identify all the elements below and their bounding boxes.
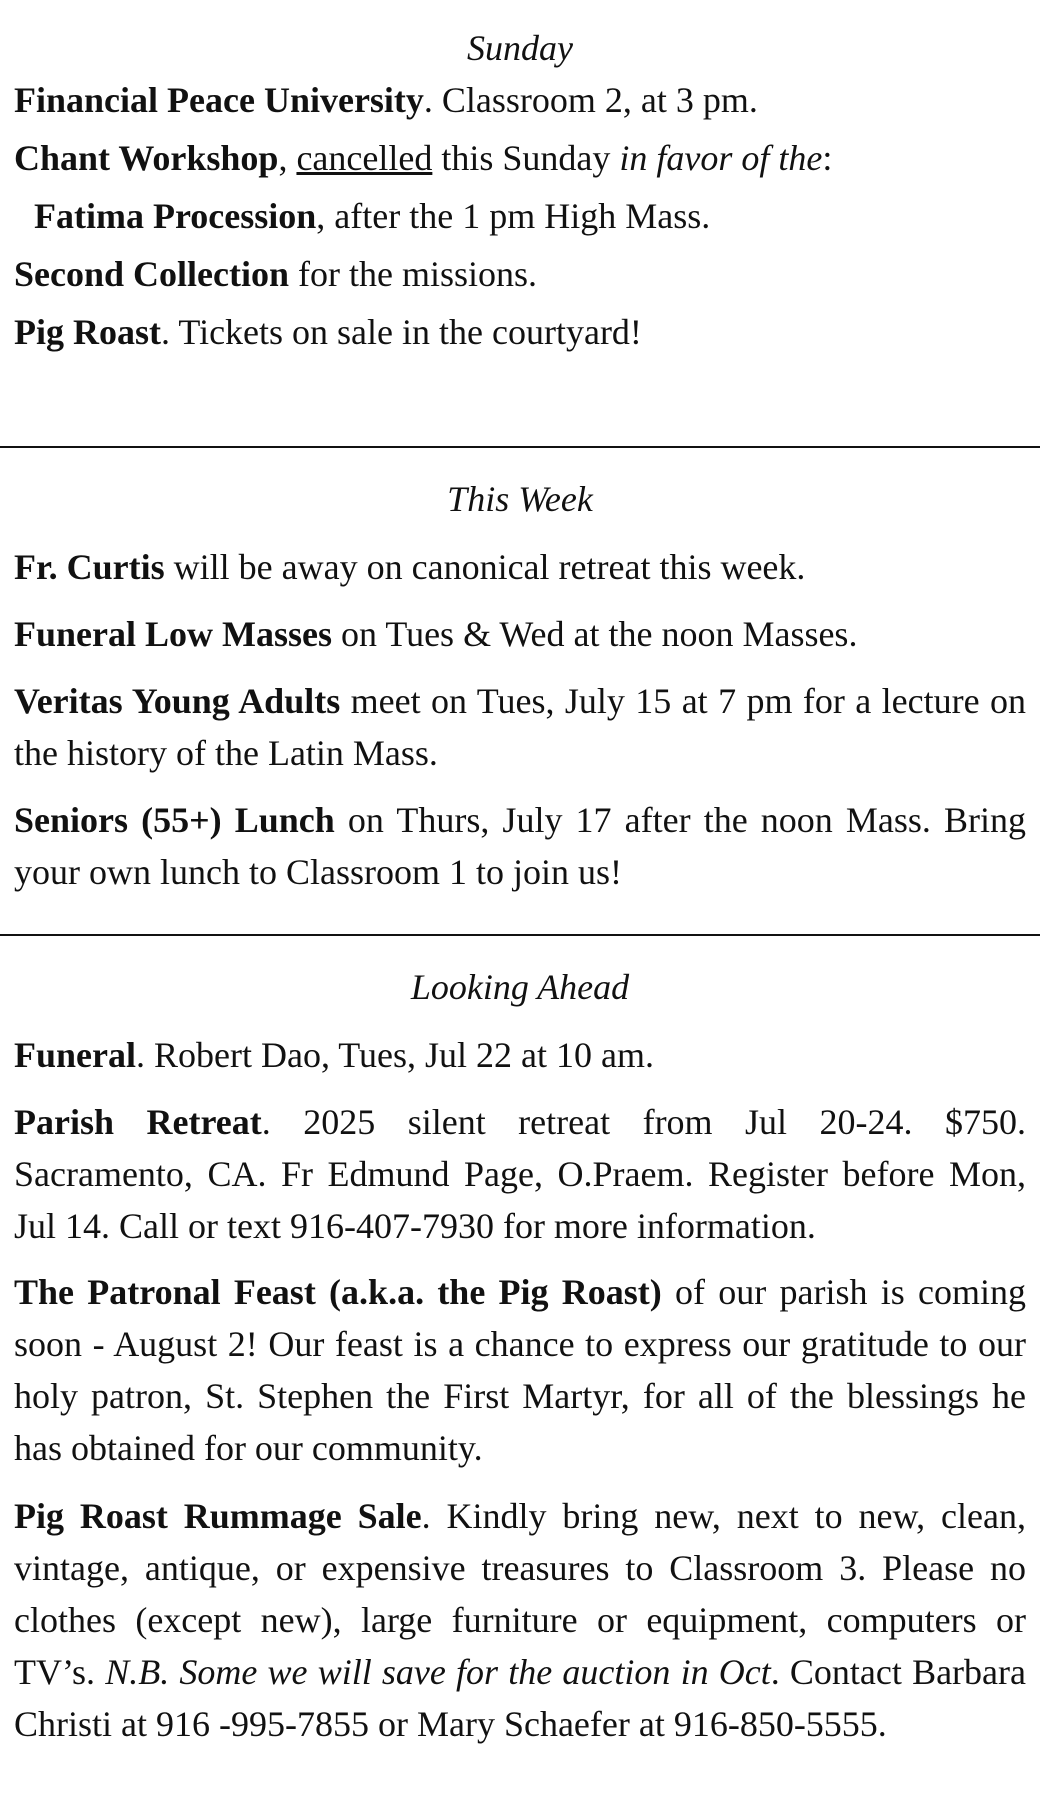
section-heading-looking-ahead: Looking Ahead (410, 967, 630, 1007)
announcement-title: The Patronal Feast (a.k.a. the Pig Roast) (14, 1272, 662, 1312)
announcement-text: of our parish is coming soon - August 2! Our feast is a chance to express our gratitude to our holy patron, St. Stephen the First Martyr, for all of the blessings he has obtained for our community. (14, 1272, 1026, 1468)
announcement-text: . Classroom 2, at 3 pm. (423, 80, 758, 120)
announcement-veritas-young-adults (14, 675, 1026, 779)
announcement-title: Veritas Young Adults (14, 681, 341, 721)
cancelled-label: cancelled (296, 138, 433, 178)
announcement-text: on Thurs, July 17 after the noon Mass. Bring your own lunch to Classroom 1 to join us! (14, 800, 1027, 892)
announcement-title: Second Collection (14, 254, 289, 294)
announcement-text: on Tues & Wed at the noon Masses. (332, 614, 858, 654)
announcement-text: . Kindly bring new, next to new, clean, vintage, antique, or expensive treasures to Classroom 3. Please no clothes (except new), large furniture or equipment, computers or TV’s. (14, 1496, 1026, 1692)
announcement-text: . Tickets on sale in the courtyard! (161, 312, 642, 352)
announcement-parish-retreat (14, 1096, 1026, 1252)
announcement-fatima-procession (34, 190, 1040, 242)
announcement-title: Funeral (14, 1035, 136, 1075)
announcement-funeral-low-masses (14, 608, 1026, 660)
section-heading-sunday: Sunday (467, 28, 573, 68)
announcement-text: meet on Tues, July 15 at 7 pm for a lecture on the history of the Latin Mass. (14, 681, 1026, 773)
section-divider (0, 934, 1040, 936)
announcement-rummage-sale (14, 1490, 1026, 1750)
announcement-text: : (822, 138, 833, 178)
announcement-patronal-feast (14, 1266, 1026, 1474)
announcement-funeral (14, 1029, 1026, 1081)
announcement-title: Fatima Procession (34, 196, 317, 236)
announcement-second-collection (14, 248, 1026, 300)
announcement-title: Fr. Curtis (14, 547, 165, 587)
announcement-pig-roast (14, 306, 1026, 358)
announcement-text: . Contact Barbara Christi at 916 -995-7855 or Mary Schaefer at 916-850-5555. (14, 1652, 1026, 1744)
announcement-title: Seniors (55+) Lunch (14, 800, 335, 840)
announcement-seniors-lunch (14, 794, 1026, 898)
announcement-italic-text: in favor of the (619, 138, 823, 178)
announcement-title: Pig Roast Rummage Sale (14, 1496, 422, 1536)
announcement-title: Pig Roast (14, 312, 161, 352)
announcement-title: Parish Retreat (14, 1102, 262, 1142)
announcement-fr-curtis (14, 541, 1026, 593)
announcement-financial-peace (14, 74, 1026, 126)
section-heading-this-week: This Week (447, 479, 593, 519)
announcement-title: Financial Peace University (14, 80, 424, 120)
announcement-text: . 2025 silent retreat from Jul 20-24. $750. Sacramento, CA. Fr Edmund Page, O.Praem. Register before Mon, Jul 14. Call or text 916-407-7930 for more information. (14, 1102, 1027, 1246)
announcement-text: , (278, 138, 297, 178)
announcement-text: for the missions. (289, 254, 537, 294)
announcement-chant-workshop (14, 132, 1026, 184)
announcement-italic-text: N.B. Some we will save for the auction in Oct (105, 1652, 771, 1692)
announcement-text: this Sunday (432, 138, 620, 178)
section-divider (0, 446, 1040, 448)
announcement-title: Funeral Low Masses (14, 614, 332, 654)
announcement-text: . Robert Dao, Tues, Jul 22 at 10 am. (136, 1035, 654, 1075)
announcement-text: , after the 1 pm High Mass. (316, 196, 711, 236)
announcement-title: Chant Workshop (14, 138, 279, 178)
announcement-text: will be away on canonical retreat this week. (164, 547, 806, 587)
